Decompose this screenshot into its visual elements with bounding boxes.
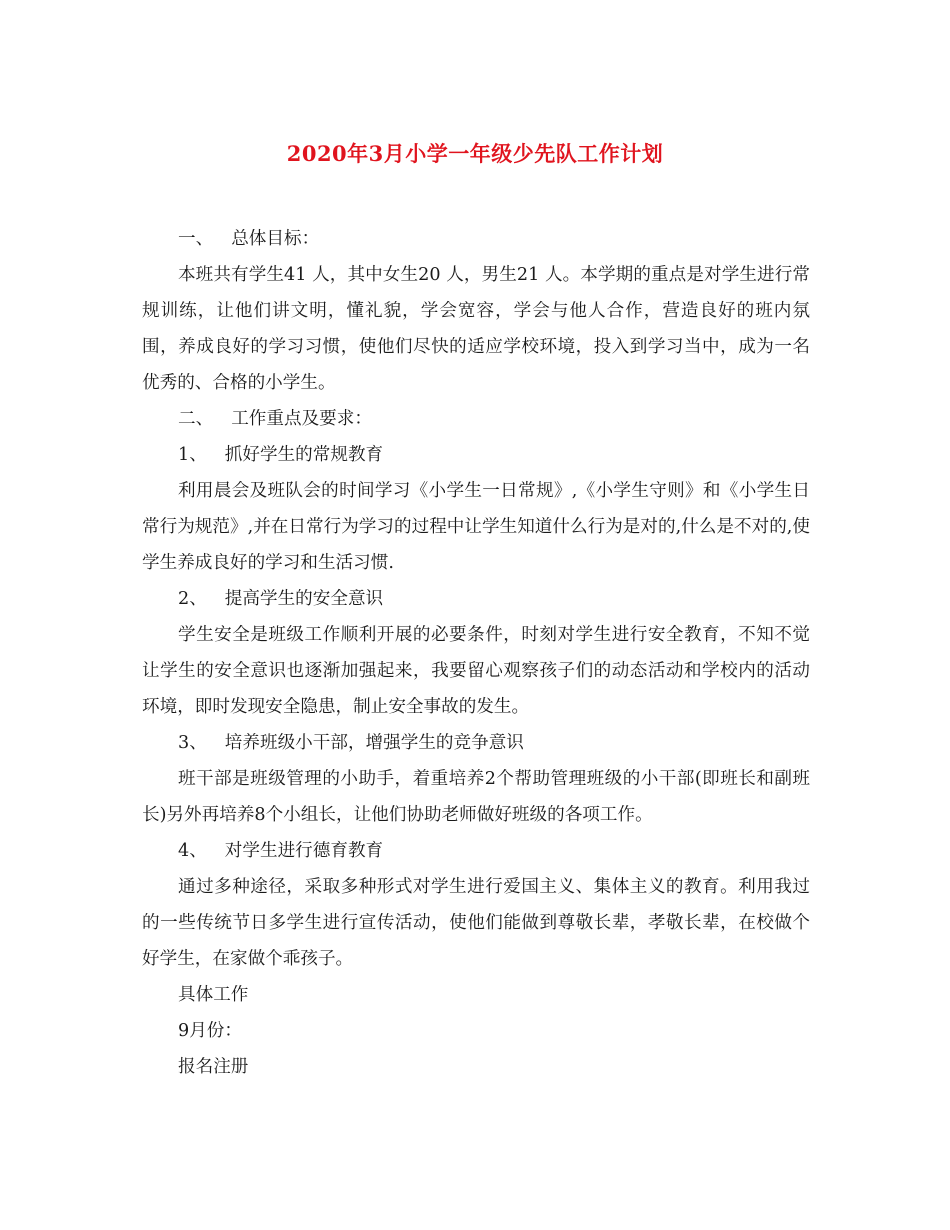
paragraph: 班干部是班级管理的小助手，着重培养2个帮助管理班级的小干部(即班长和副班长)另外再培养8个小组长，让他们协助老师做好班级的各项工作。 — [142, 769, 810, 825]
section-heading — [142, 401, 810, 437]
section-heading — [142, 221, 810, 257]
heading-number: 二、 — [178, 409, 214, 429]
heading-text: 工作重点及要求： — [231, 409, 372, 429]
heading-text: 总体目标： — [231, 229, 320, 249]
heading-text: 提高学生的安全意识 — [224, 589, 384, 609]
paragraph: 通过多种途径，采取多种形式对学生进行爱国主义、集体主义的教育。利用我过的一些传统节日多学生进行宣传活动，使他们能做到尊敬长辈，孝敬长辈，在校做个好学生，在家做个乖孩子。 — [142, 877, 810, 969]
heading-text: 抓好学生的常规教育 — [224, 445, 384, 465]
heading-number: 1、 — [178, 445, 207, 465]
subsection-heading — [142, 833, 810, 869]
subsection-heading — [142, 725, 810, 761]
subsection-heading — [142, 437, 810, 473]
text-line: 9月份： — [178, 1021, 242, 1041]
document-title: 2020年3月小学一年级少先队工作计划 — [286, 141, 664, 166]
paragraph: 利用晨会及班队会的时间学习《小学生一日常规》,《小学生守则》和《小学生日常行为规范》,并在日常行为学习的过程中让学生知道什么行为是对的,什么是不对的,使学生养成良好的学习和生活习惯. — [142, 481, 810, 573]
heading-number: 3、 — [178, 733, 207, 753]
heading-number: 4、 — [178, 841, 207, 861]
document-body — [142, 221, 810, 1085]
text-line: 具体工作 — [178, 985, 249, 1005]
paragraph: 学生安全是班级工作顺利开展的必要条件，时刻对学生进行安全教育，不知不觉让学生的安全意识也逐渐加强起来，我要留心观察孩子们的动态活动和学校内的活动环境，即时发现安全隐患，制止安全事故的发生。 — [142, 625, 810, 717]
heading-text: 培养班级小干部，增强学生的竞争意识 — [224, 733, 524, 753]
subsection-heading — [142, 581, 810, 617]
heading-text: 对学生进行德育教育 — [224, 841, 384, 861]
text-line: 报名注册 — [178, 1057, 249, 1077]
paragraph: 本班共有学生41 人，其中女生20 人，男生21 人。本学期的重点是对学生进行常规训练，让他们讲文明，懂礼貌，学会宽容，学会与他人合作，营造良好的班内氛围，养成良好的学习习惯，使他们尽快的适应学校环境，投入到学习当中，成为一名优秀的、合格的小学生。 — [142, 265, 810, 393]
heading-number: 2、 — [178, 589, 207, 609]
heading-number: 一、 — [178, 229, 214, 249]
